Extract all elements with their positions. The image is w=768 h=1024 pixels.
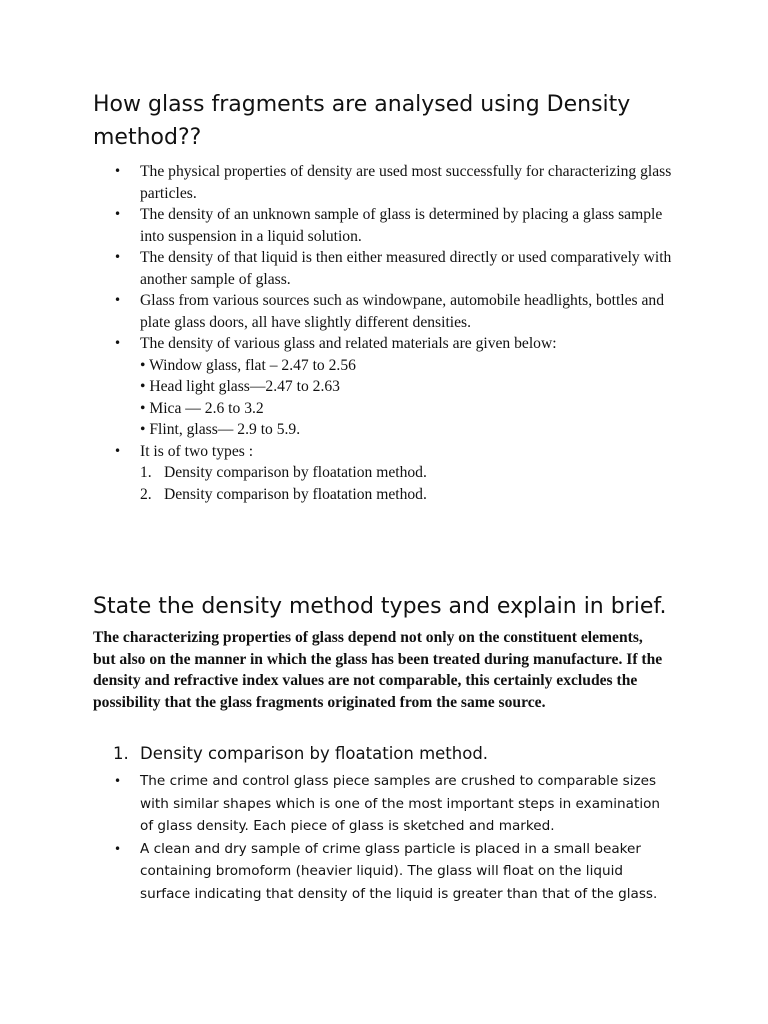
section-2-heading: State the density method types and explain in brief. — [93, 594, 667, 619]
type-1-number: 1. — [140, 464, 152, 481]
list-item-types — [113, 441, 673, 506]
density-window-glass: • Window glass, flat – 2.47 to 2.56 — [140, 356, 356, 374]
section-2-paragraph: The characterizing properties of glass depend not only on the constituent elements, but also on the manner in which the glass has been treated during manufacture. If the density and refractive index values are not comparable, this certainly excludes the possibility that the glass fragments originated from the same source. — [93, 629, 663, 711]
section-2-bullet-list — [113, 770, 673, 905]
type-1-text: Density comparison by floatation method. — [164, 464, 427, 481]
density-flint-glass: • Flint, glass— 2.9 to 5.9. — [140, 421, 301, 438]
section-1-heading: How glass fragments are analysed using Density method?? — [93, 92, 631, 150]
list-item: • The physical properties of density are used most successfully for characterizing glass particles. — [113, 161, 673, 204]
type-2-text: Density comparison by floatation method. — [164, 485, 427, 503]
section-1-bullet-list — [113, 161, 673, 505]
floatation-method-number: 1. — [113, 744, 129, 763]
densities-intro: The density of various glass and related materials are given below: — [140, 335, 557, 352]
list-item-densities — [113, 333, 673, 441]
list-item: • Glass from various sources such as windowpane, automobile headlights, bottles and plate glass doors, all have slightly different densities. — [113, 290, 673, 333]
types-intro: It is of two types : — [140, 442, 254, 460]
floatation-method-heading — [113, 742, 488, 766]
list-item: • The crime and control glass piece samples are crushed to comparable sizes with similar shapes which is one of the most important steps in examination of glass density. Each piece of glass is sketched and marked. — [113, 770, 673, 838]
list-item: • The density of that liquid is then either measured directly or used comparatively with another sample of glass. — [113, 247, 673, 290]
density-headlight-glass: • Head light glass—2.47 to 2.63 — [140, 378, 340, 395]
list-item: • A clean and dry sample of crime glass particle is placed in a small beaker containing bromoform (heavier liquid). The glass will float on the liquid surface indicating that density of the liquid is greater than that of the glass. — [113, 838, 673, 906]
list-item: • The density of an unknown sample of glass is determined by placing a glass sample into suspension in a liquid solution. — [113, 204, 673, 247]
floatation-method-title: Density comparison by floatation method. — [140, 744, 489, 763]
density-mica: • Mica — 2.6 to 3.2 — [140, 399, 264, 417]
type-2-number: 2. — [140, 485, 152, 503]
type-2 — [140, 484, 673, 506]
type-1 — [140, 462, 673, 484]
